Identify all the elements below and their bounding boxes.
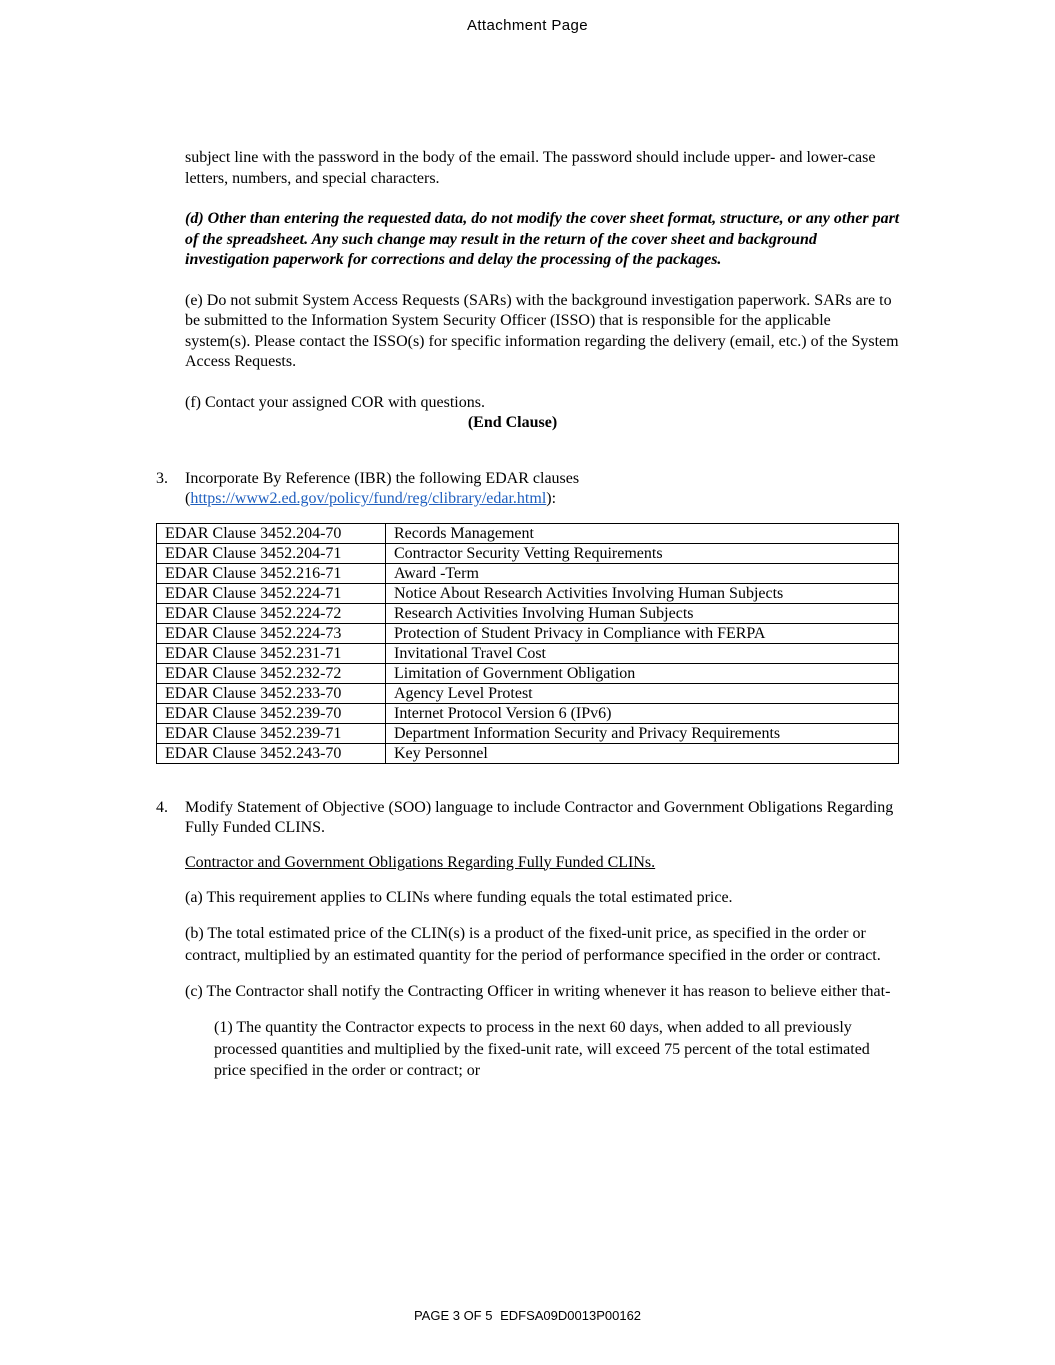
table-row xyxy=(157,583,899,603)
clause-id-cell: EDAR Clause 3452.224-72 xyxy=(157,603,386,623)
clause-title-cell: Notice About Research Activities Involving Human Subjects xyxy=(386,583,899,603)
clause-title-cell: Internet Protocol Version 6 (IPv6) xyxy=(386,703,899,723)
paragraph-a: (a) This requirement applies to CLINs where funding equals the total estimated price. xyxy=(185,889,733,906)
clause-id-cell: EDAR Clause 3452.243-70 xyxy=(157,743,386,763)
item-3-text: Incorporate By Reference (IBR) the following EDAR clauses xyxy=(185,469,580,487)
table-row xyxy=(157,663,899,683)
table-row xyxy=(157,743,899,763)
section-subheading: Contractor and Government Obligations Regarding Fully Funded CLINs. xyxy=(185,853,656,871)
table-row xyxy=(157,703,899,723)
edar-link[interactable]: https://www2.ed.gov/policy/fund/reg/clibrary/edar.html xyxy=(190,490,547,507)
list-item-3 xyxy=(156,469,900,764)
table-row xyxy=(157,563,899,583)
clause-id-cell: EDAR Clause 3452.233-70 xyxy=(157,683,386,703)
paragraph-d: (d) Other than entering the requested data, do not modify the cover sheet format, structure, or any other part of the spreadsheet. Any such change may result in the return of the cover sheet and background investigation paperwork for corrections and delay the processing of the packages. xyxy=(185,210,900,268)
item-number: 4. xyxy=(156,798,168,816)
close-paren: ): xyxy=(546,490,557,507)
clause-title-cell: Records Management xyxy=(386,523,899,543)
clause-id-cell: EDAR Clause 3452.224-71 xyxy=(157,583,386,603)
clause-id-cell: EDAR Clause 3452.232-72 xyxy=(157,663,386,683)
clause-title-cell: Limitation of Government Obligation xyxy=(386,663,899,683)
paragraph-e: (e) Do not submit System Access Requests (SARs) with the background investigation paperwork. SARs are to be submitted to the Information System Security Officer (ISSO) that is responsible for the applicable system(s). Please contact the ISSO(s) for specific information regarding the delivery (email, etc.) of the System Access Requests. xyxy=(185,291,899,370)
clause-id-cell: EDAR Clause 3452.239-70 xyxy=(157,703,386,723)
table-row xyxy=(157,603,899,623)
page-number: PAGE 3 OF 5 xyxy=(413,1308,493,1323)
clauses-table xyxy=(156,523,899,764)
clause-title-cell: Research Activities Involving Human Subjects xyxy=(386,603,899,623)
item-3-link-line xyxy=(185,489,900,510)
clause-title-cell: Department Information Security and Privacy Requirements xyxy=(386,723,899,743)
paragraph-b: (b) The total estimated price of the CLIN(s) is a product of the fixed-unit price, as specified in the order or contract, multiplied by an estimated quantity for the period of performance specified in the order or contract. xyxy=(185,925,881,964)
document-id: EDFSA09D0013P00162 xyxy=(500,1308,642,1323)
paragraph-continued: subject line with the password in the body of the email. The password should include upper- and lower-case letters, numbers, and special characters. xyxy=(185,149,876,187)
document-body xyxy=(156,148,900,1082)
page-header: Attachment Page xyxy=(466,17,589,34)
paragraph-f: (f) Contact your assigned COR with questions. xyxy=(185,393,485,411)
clause-id-cell: EDAR Clause 3452.204-70 xyxy=(157,523,386,543)
clause-title-cell: Award -Term xyxy=(386,563,899,583)
clause-title-cell: Invitational Travel Cost xyxy=(386,643,899,663)
item-4-text: Modify Statement of Objective (SOO) language to include Contractor and Government Obligations Regarding Fully Funded CLINS. xyxy=(185,798,894,836)
clause-id-cell: EDAR Clause 3452.239-71 xyxy=(157,723,386,743)
clause-id-cell: EDAR Clause 3452.224-73 xyxy=(157,623,386,643)
clause-id-cell: EDAR Clause 3452.204-71 xyxy=(157,543,386,563)
page-footer xyxy=(0,1308,1055,1323)
clause-id-cell: EDAR Clause 3452.231-71 xyxy=(157,643,386,663)
table-row xyxy=(157,543,899,563)
clause-title-cell: Protection of Student Privacy in Compliance with FERPA xyxy=(386,623,899,643)
paragraph-c1: (1) The quantity the Contractor expects to process in the next 60 days, when added to all previously processed quantities and multiplied by the fixed-unit rate, will exceed 75 percent of the total estimated price specified in the order or contract; or xyxy=(214,1019,870,1079)
clause-title-cell: Contractor Security Vetting Requirements xyxy=(386,543,899,563)
table-row xyxy=(157,723,899,743)
clause-title-cell: Agency Level Protest xyxy=(386,683,899,703)
clause-id-cell: EDAR Clause 3452.216-71 xyxy=(157,563,386,583)
open-paren: ( xyxy=(185,490,191,507)
table-row xyxy=(157,683,899,703)
table-row xyxy=(157,523,899,543)
clause-title-cell: Key Personnel xyxy=(386,743,899,763)
item-number: 3. xyxy=(156,469,168,487)
list-item-4 xyxy=(156,798,900,1082)
table-row xyxy=(157,643,899,663)
paragraph-c: (c) The Contractor shall notify the Contracting Officer in writing whenever it has reason to believe either that- xyxy=(185,983,891,1000)
end-clause: (End Clause) xyxy=(467,414,558,431)
table-row xyxy=(157,623,899,643)
